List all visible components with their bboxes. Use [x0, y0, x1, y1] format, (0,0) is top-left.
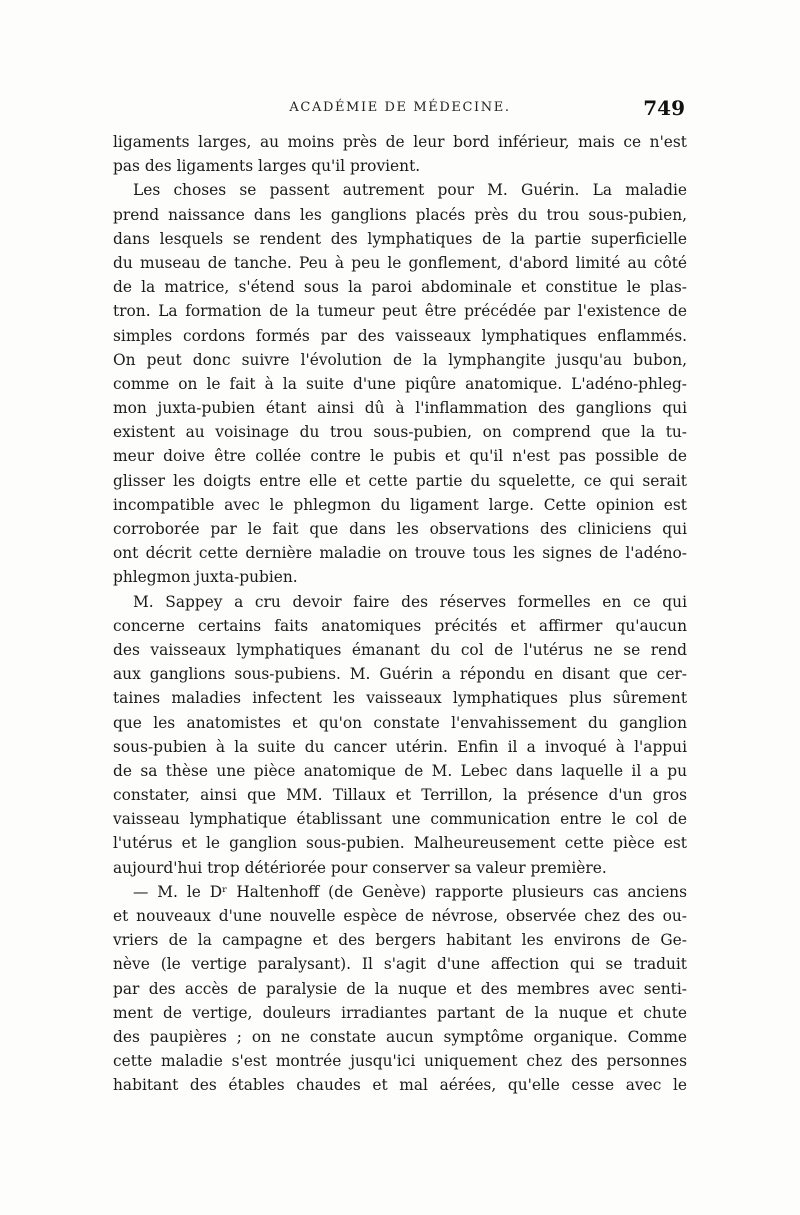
text-line: simples cordons formés par des vaisseaux lymphatiques enflammés.: [113, 326, 687, 345]
text-line: M. Sappey a cru devoir faire des réserves formelles en ce qui: [133, 592, 687, 611]
text-line: dans lesquels se rendent des lymphatiques de la partie superficielle: [113, 229, 687, 248]
paragraph-1: [113, 130, 687, 178]
text-line: et nouveaux d'une nouvelle espèce de névrose, observée chez des ou-: [113, 907, 687, 925]
text-line: ment de vertige, douleurs irradiantes partant de la nuque et chute: [113, 1003, 687, 1022]
text-line: par des accès de paralysie de la nuque et des membres avec senti-: [113, 979, 687, 998]
running-title: ACADÉMIE DE MÉDECINE.: [289, 100, 511, 115]
text-line: ligaments larges, au moins près de leur bord inférieur, mais ce n'est: [113, 133, 687, 151]
text-line: du museau de tanche. Peu à peu le gonflement, d'abord limité au côté: [113, 253, 687, 272]
paragraph-4: [113, 880, 687, 1098]
text-line: constater, ainsi que MM. Tillaux et Terrillon, la présence d'un gros: [113, 786, 687, 805]
text-line: pas des ligaments larges qu'il provient.: [113, 157, 421, 176]
text-line: vaisseau lymphatique établissant une communication entre le col de: [113, 810, 687, 829]
text-line: existent au voisinage du trou sous-pubien, on comprend que la tu-: [113, 423, 687, 442]
text-line: de la matrice, s'étend sous la paroi abdominale et constitue le plas-: [113, 278, 687, 297]
page-number: 749: [643, 96, 685, 120]
text-line: tron. La formation de la tumeur peut être précédée par l'existence de: [113, 302, 687, 321]
text-line: mon juxta-pubien étant ainsi dû à l'inflammation des ganglions qui: [113, 399, 687, 418]
paragraph-3: [113, 590, 687, 880]
text-line: Les choses se passent autrement pour M. Guérin. La maladie: [133, 181, 687, 200]
text-line: glisser les doigts entre elle et cette partie du squelette, ce qui serait: [113, 471, 687, 490]
text-line: vriers de la campagne et des bergers habitant les environs de Ge-: [113, 931, 687, 950]
text-line: ont décrit cette dernière maladie on trouve tous les signes de l'adéno-: [113, 544, 687, 563]
text-line: nève (le vertige paralysant). Il s'agit d'une affection qui se traduit: [113, 955, 687, 974]
text-line: des paupières ; on ne constate aucun symptôme organique. Comme: [113, 1027, 687, 1046]
text-line: meur doive être collée contre le pubis et qu'il n'est pas possible de: [113, 447, 687, 466]
text-line: concerne certains faits anatomiques précités et affirmer qu'aucun: [113, 616, 687, 635]
text-line: comme on le fait à la suite d'une piqûre anatomique. L'adéno-phleg-: [113, 374, 687, 393]
paragraph-2: [113, 178, 687, 589]
text-line: de sa thèse une pièce anatomique de M. Lebec dans laquelle il a pu: [113, 761, 687, 780]
text-line: prend naissance dans les ganglions placés près du trou sous-pubien,: [113, 205, 687, 224]
text-line: taines maladies infectent les vaisseaux lymphatiques plus sûrement: [113, 689, 687, 708]
running-head: [113, 96, 687, 120]
text-line: que les anatomistes et qu'on constate l'envahissement du ganglion: [113, 713, 687, 732]
body-text: [113, 130, 687, 1098]
text-line: phlegmon juxta-pubien.: [113, 568, 298, 587]
text-line: l'utérus et le ganglion sous-pubien. Malheureusement cette pièce est: [113, 834, 687, 853]
text-line: incompatible avec le phlegmon du ligament large. Cette opinion est: [113, 495, 687, 514]
text-line: — M. le Dʳ Haltenhoff (de Genève) rapporte plusieurs cas anciens: [133, 882, 687, 901]
text-line: cette maladie s'est montrée jusqu'ici uniquement chez des personnes: [113, 1052, 687, 1071]
text-line: habitant des étables chaudes et mal aérées, qu'elle cesse avec le: [113, 1076, 687, 1095]
text-line: aux ganglions sous-pubiens. M. Guérin a répondu en disant que cer-: [113, 665, 687, 684]
text-line: On peut donc suivre l'évolution de la lymphangite jusqu'au bubon,: [113, 350, 687, 369]
text-line: des vaisseaux lymphatiques émanant du col de l'utérus ne se rend: [113, 640, 687, 659]
text-line: aujourd'hui trop détériorée pour conserver sa valeur première.: [113, 858, 607, 877]
text-line: sous-pubien à la suite du cancer utérin. Enfin il a invoqué à l'appui: [113, 737, 687, 756]
text-line: corroborée par le fait que dans les observations des cliniciens qui: [113, 520, 687, 538]
